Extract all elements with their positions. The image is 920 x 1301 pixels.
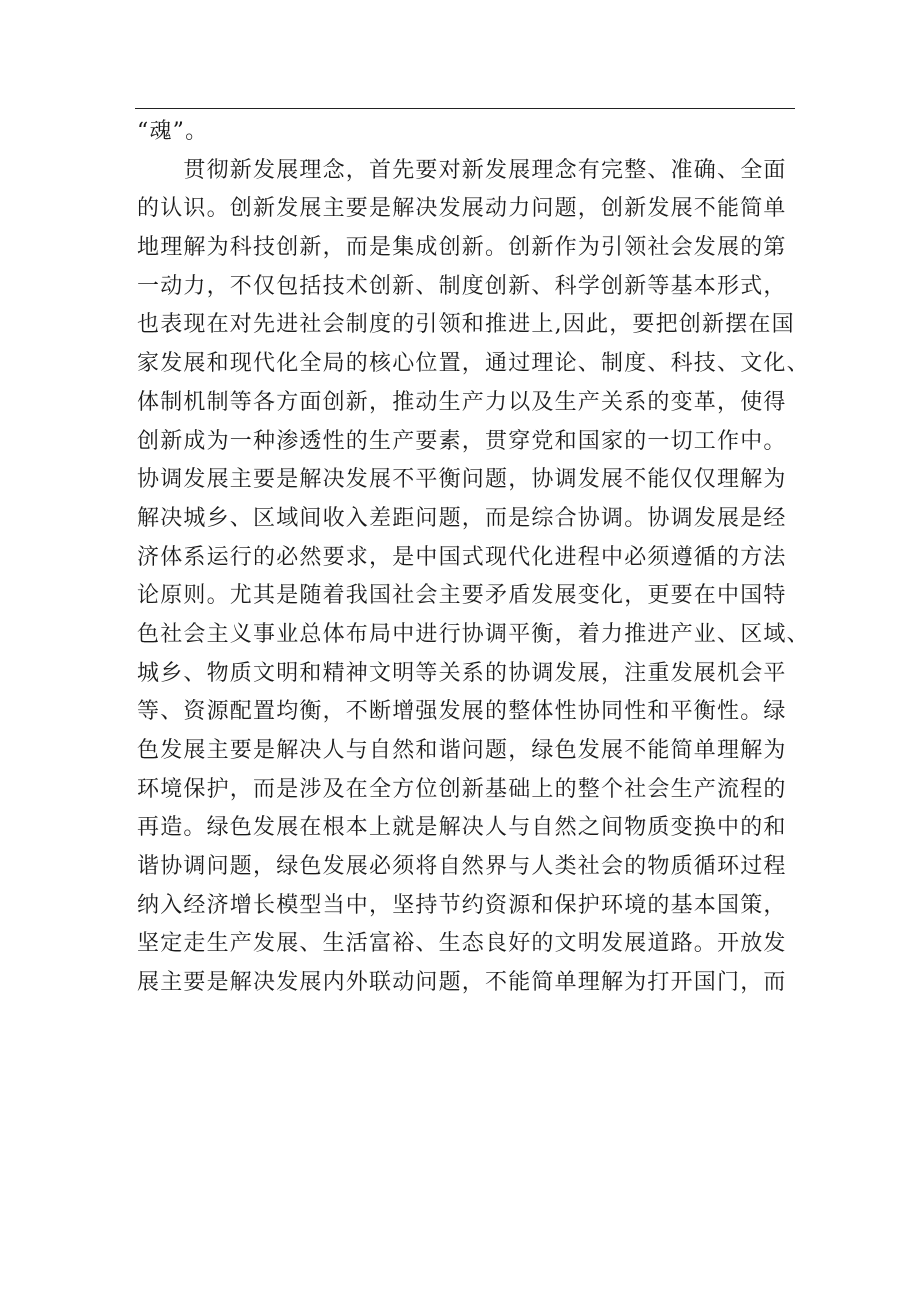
text-line: 贯彻新发展理念，首先要对新发展理念有完整、准确、全面 xyxy=(137,157,787,183)
text-line: 的认识。创新发展主要是解决发展动力问题，创新发展不能简单 xyxy=(137,196,787,222)
text-line: 坚定走生产发展、生活富裕、生态良好的文明发展道路。开放发 xyxy=(137,931,787,957)
text-line: 论原则。尤其是随着我国社会主要矛盾发展变化，更要在中国特 xyxy=(137,583,787,609)
body-text xyxy=(137,113,810,1003)
text-line: 色社会主义事业总体布局中进行协调平衡，着力推进产业、区域、 xyxy=(137,621,810,647)
text-line: 再造。绿色发展在根本上就是解决人与自然之间物质变换中的和 xyxy=(137,815,787,841)
text-line: “魂”。 xyxy=(137,119,209,144)
text-line: 创新成为一种渗透性的生产要素，贯穿党和国家的一切工作中。 xyxy=(137,428,787,454)
text-line: 也表现在对先进社会制度的引领和推进上,因此，要把创新摆在国 xyxy=(137,312,795,338)
text-line: 谐协调问题，绿色发展必须将自然界与人类社会的物质循环过程 xyxy=(137,854,787,880)
text-line: 地理解为科技创新，而是集成创新。创新作为引领社会发展的第 xyxy=(137,235,787,261)
text-line: 家发展和现代化全局的核心位置，通过理论、制度、科技、文化、 xyxy=(137,351,810,377)
text-line: 协调发展主要是解决发展不平衡问题，协调发展不能仅仅理解为 xyxy=(137,467,787,493)
text-line: 纳入经济增长模型当中，坚持节约资源和保护环境的基本国策， xyxy=(137,892,787,918)
text-line: 色发展主要是解决人与自然和谐问题，绿色发展不能简单理解为 xyxy=(137,738,787,763)
text-line: 展主要是解决发展内外联动问题，不能简单理解为打开国门，而 xyxy=(137,970,787,996)
text-line: 体制机制等各方面创新，推动生产力以及生产关系的变革，使得 xyxy=(137,389,787,415)
text-line: 一动力，不仅包括技术创新、制度创新、科学创新等基本形式， xyxy=(137,273,787,299)
header-rule xyxy=(135,108,795,109)
text-line: 环境保护，而是涉及在全方位创新基础上的整个社会生产流程的 xyxy=(137,776,787,802)
text-line: 解决城乡、区域间收入差距问题，而是综合协调。协调发展是经 xyxy=(137,505,787,531)
text-line: 济体系运行的必然要求，是中国式现代化进程中必须遵循的方法 xyxy=(137,544,787,570)
text-line: 等、资源配置均衡，不断增强发展的整体性协同性和平衡性。绿 xyxy=(137,699,787,725)
text-line: 城乡、物质文明和精神文明等关系的协调发展，注重发展机会平 xyxy=(137,660,787,686)
